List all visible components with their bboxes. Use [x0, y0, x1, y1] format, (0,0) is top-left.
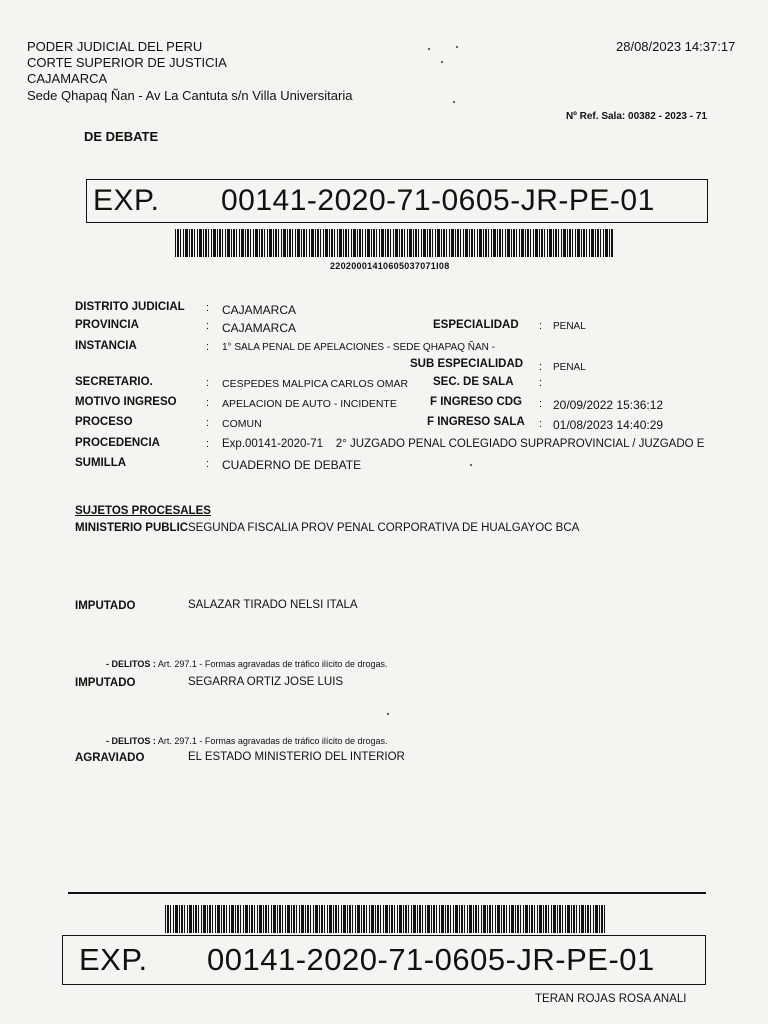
colon: : — [539, 377, 543, 389]
agraviado-label: AGRAVIADO — [75, 752, 145, 764]
exp-prefix: EXP. — [79, 942, 148, 977]
distrito-label: DISTRITO JUDICIAL — [75, 301, 185, 313]
instancia-label: INSTANCIA — [75, 340, 137, 352]
f-ingreso-cdg-value: 20/09/2022 15:36:12 — [553, 398, 664, 412]
scan-speck — [470, 464, 472, 466]
especialidad-label: ESPECIALIDAD — [433, 319, 519, 331]
instancia-value: 1° SALA PENAL DE APELACIONES - SEDE QHAPAQ ÑAN - — [222, 342, 495, 353]
colon: : — [539, 398, 543, 410]
exp-number: 00141-2020-71-0605-JR-PE-01 — [221, 184, 655, 217]
imputado-label: IMPUTADO — [75, 600, 136, 612]
colon: : — [206, 302, 210, 314]
distrito-value: CAJAMARCA — [222, 303, 297, 317]
barcode-text: 22020001410605037071l08 — [330, 261, 450, 271]
scan-speck — [428, 48, 430, 50]
colon: : — [206, 397, 210, 409]
colon: : — [539, 361, 543, 373]
motivo-label: MOTIVO INGRESO — [75, 396, 177, 408]
proceso-label: PROCESO — [75, 416, 133, 428]
colon: : — [206, 438, 210, 450]
delitos-1 — [106, 659, 387, 669]
especialidad-value: PENAL — [553, 321, 586, 332]
sujetos-title: SUJETOS PROCESALES — [75, 505, 211, 517]
court-district: CAJAMARCA — [27, 71, 108, 86]
delitos-label: - DELITOS : — [106, 736, 156, 746]
provincia-label: PROVINCIA — [75, 319, 139, 331]
document-type: DE DEBATE — [84, 129, 159, 144]
court-name: PODER JUDICIAL DEL PERU — [27, 39, 203, 54]
court-superior: CORTE SUPERIOR DE JUSTICIA — [27, 55, 227, 70]
footer-divider — [68, 892, 706, 894]
print-datetime: 28/08/2023 14:37:17 — [616, 39, 736, 54]
colon: : — [206, 320, 210, 332]
ministerio-value: SEGUNDA FISCALIA PROV PENAL CORPORATIVA DE HUALGAYOC BCA — [188, 522, 580, 534]
ref-sala: Nº Ref. Sala: 00382 - 2023 - 71 — [566, 111, 707, 122]
exp-prefix: EXP. — [93, 184, 160, 217]
secretario-label: SECRETARIO. — [75, 376, 153, 388]
delitos-value: Art. 297.1 - Formas agravadas de tráfico ilícito de drogas. — [157, 659, 388, 669]
expediente-box-top — [86, 179, 708, 223]
colon: : — [206, 377, 210, 389]
f-ingreso-sala-label: F INGRESO SALA — [427, 416, 525, 428]
colon: : — [206, 341, 210, 353]
procedencia-value: Exp.00141-2020-71 2° JUZGADO PENAL COLEGIADO SUPRAPROVINCIAL / JUZGADO E — [222, 438, 705, 450]
procedencia-label: PROCEDENCIA — [75, 437, 160, 449]
delitos-value: Art. 297.1 - Formas agravadas de tráfico ilícito de drogas. — [157, 736, 388, 746]
scan-speck — [387, 713, 389, 715]
scan-speck — [453, 101, 455, 103]
colon: : — [539, 418, 543, 430]
expediente-box-bottom — [62, 935, 706, 985]
signer-name: TERAN ROJAS ROSA ANALI — [535, 993, 687, 1005]
barcode-top — [175, 229, 613, 257]
agraviado-value: EL ESTADO MINISTERIO DEL INTERIOR — [188, 751, 405, 763]
sub-especialidad-label: SUB ESPECIALIDAD — [410, 358, 524, 370]
f-ingreso-cdg-label: F INGRESO CDG — [430, 396, 523, 408]
barcode-bottom — [165, 905, 605, 933]
sub-especialidad-value: PENAL — [553, 362, 586, 373]
ministerio-label: MINISTERIO PUBLIC — [75, 522, 189, 534]
sec-sala-label: SEC. DE SALA — [433, 376, 514, 388]
exp-number: 00141-2020-71-0605-JR-PE-01 — [207, 942, 655, 977]
motivo-value: APELACION DE AUTO - INCIDENTE — [222, 398, 397, 410]
proceso-value: COMUN — [222, 418, 262, 430]
f-ingreso-sala-value: 01/08/2023 14:40:29 — [553, 418, 664, 432]
colon: : — [206, 417, 210, 429]
provincia-value: CAJAMARCA — [222, 321, 297, 335]
scan-speck — [456, 46, 458, 48]
delitos-label: - DELITOS : — [106, 659, 156, 669]
colon: : — [206, 458, 210, 470]
court-address: Sede Qhapaq Ñan - Av La Cantuta s/n Villa Universitaria — [27, 88, 353, 103]
scan-speck — [441, 61, 443, 63]
sumilla-value: CUADERNO DE DEBATE — [222, 458, 362, 472]
imputado-label: IMPUTADO — [75, 677, 136, 689]
sumilla-label: SUMILLA — [75, 457, 127, 469]
imputado-1-value: SALAZAR TIRADO NELSI ITALA — [188, 599, 358, 611]
delitos-2 — [106, 736, 387, 746]
secretario-value: CESPEDES MALPICA CARLOS OMAR — [222, 378, 409, 390]
imputado-2-value: SEGARRA ORTIZ JOSE LUIS — [188, 676, 344, 688]
colon: : — [539, 320, 543, 332]
